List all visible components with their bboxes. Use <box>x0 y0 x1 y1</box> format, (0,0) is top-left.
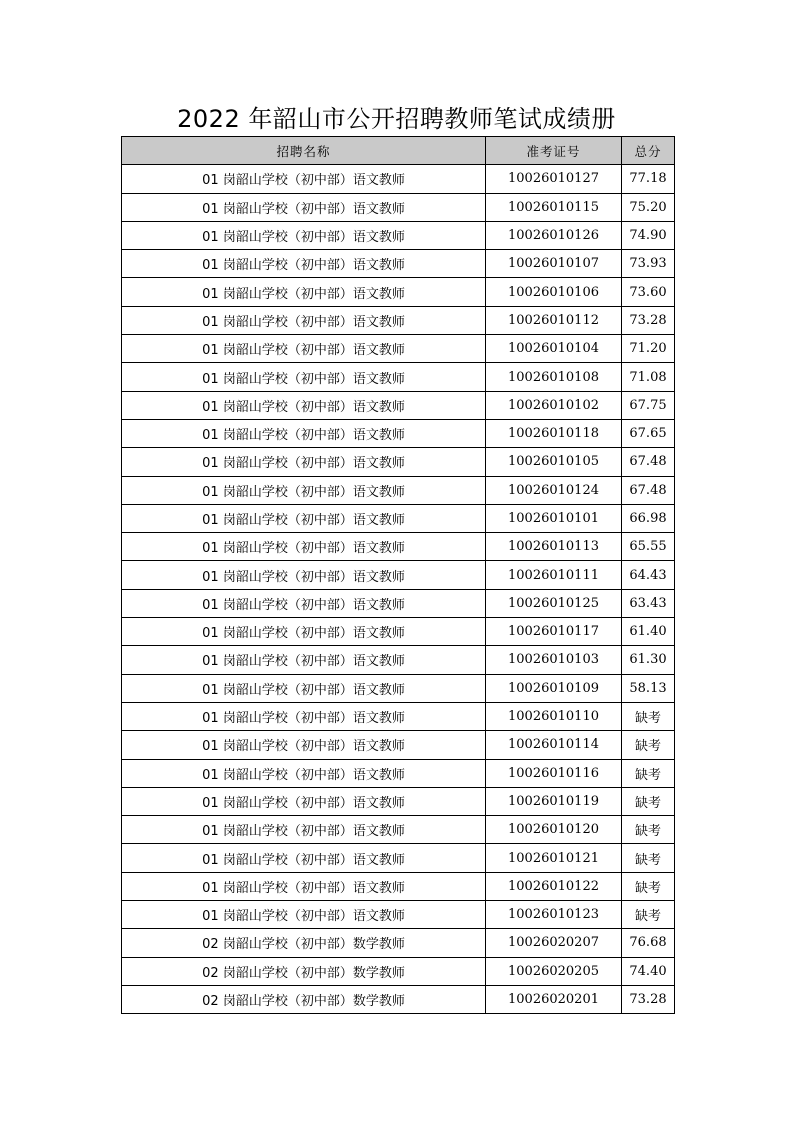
table-row <box>122 589 675 617</box>
position-cell: 01 岗韶山学校（初中部）语文教师 <box>122 250 486 278</box>
score-cell: 73.28 <box>622 985 675 1013</box>
position-cell: 01 岗韶山学校（初中部）语文教师 <box>122 221 486 249</box>
table-row <box>122 561 675 589</box>
score-cell: 76.68 <box>622 929 675 957</box>
score-cell: 67.75 <box>622 391 675 419</box>
position-cell: 01 岗韶山学校（初中部）语文教师 <box>122 759 486 787</box>
table-row <box>122 448 675 476</box>
position-cell: 01 岗韶山学校（初中部）语文教师 <box>122 816 486 844</box>
score-cell: 74.40 <box>622 957 675 985</box>
table-body <box>122 165 675 1014</box>
table-row <box>122 391 675 419</box>
exam-id-cell: 10026010127 <box>486 165 622 193</box>
score-cell: 65.55 <box>622 533 675 561</box>
score-cell: 缺考 <box>622 901 675 929</box>
table-header-row <box>122 137 675 165</box>
score-cell: 67.65 <box>622 419 675 447</box>
header-position: 招聘名称 <box>122 137 486 165</box>
score-cell: 61.30 <box>622 646 675 674</box>
table-row <box>122 702 675 730</box>
exam-id-cell: 10026010113 <box>486 533 622 561</box>
score-cell: 77.18 <box>622 165 675 193</box>
score-table <box>121 136 675 1014</box>
table-row <box>122 335 675 363</box>
position-cell: 01 岗韶山学校（初中部）语文教师 <box>122 872 486 900</box>
score-cell: 63.43 <box>622 589 675 617</box>
score-cell: 75.20 <box>622 193 675 221</box>
exam-id-cell: 10026010115 <box>486 193 622 221</box>
position-cell: 01 岗韶山学校（初中部）语文教师 <box>122 363 486 391</box>
table-row <box>122 250 675 278</box>
position-cell: 01 岗韶山学校（初中部）语文教师 <box>122 504 486 532</box>
score-cell: 73.60 <box>622 278 675 306</box>
exam-id-cell: 10026010120 <box>486 816 622 844</box>
exam-id-cell: 10026010122 <box>486 872 622 900</box>
exam-id-cell: 10026010118 <box>486 419 622 447</box>
exam-id-cell: 10026010106 <box>486 278 622 306</box>
position-cell: 01 岗韶山学校（初中部）语文教师 <box>122 193 486 221</box>
exam-id-cell: 10026010124 <box>486 476 622 504</box>
header-score: 总分 <box>622 137 675 165</box>
table-row <box>122 504 675 532</box>
table-row <box>122 533 675 561</box>
score-cell: 64.43 <box>622 561 675 589</box>
table-row <box>122 872 675 900</box>
table-row <box>122 901 675 929</box>
table-row <box>122 165 675 193</box>
table-row <box>122 674 675 702</box>
exam-id-cell: 10026010107 <box>486 250 622 278</box>
position-cell: 01 岗韶山学校（初中部）语文教师 <box>122 306 486 334</box>
position-cell: 01 岗韶山学校（初中部）语文教师 <box>122 844 486 872</box>
exam-id-cell: 10026010121 <box>486 844 622 872</box>
position-cell: 01 岗韶山学校（初中部）语文教师 <box>122 731 486 759</box>
score-cell: 缺考 <box>622 759 675 787</box>
table-row <box>122 363 675 391</box>
position-cell: 01 岗韶山学校（初中部）语文教师 <box>122 702 486 730</box>
table-row <box>122 221 675 249</box>
exam-id-cell: 10026010123 <box>486 901 622 929</box>
position-cell: 01 岗韶山学校（初中部）语文教师 <box>122 618 486 646</box>
exam-id-cell: 10026010119 <box>486 787 622 815</box>
table-row <box>122 278 675 306</box>
score-cell: 61.40 <box>622 618 675 646</box>
exam-id-cell: 10026010109 <box>486 674 622 702</box>
table-row <box>122 193 675 221</box>
position-cell: 01 岗韶山学校（初中部）语文教师 <box>122 787 486 815</box>
position-cell: 01 岗韶山学校（初中部）语文教师 <box>122 589 486 617</box>
position-cell: 01 岗韶山学校（初中部）语文教师 <box>122 476 486 504</box>
exam-id-cell: 10026010112 <box>486 306 622 334</box>
exam-id-cell: 10026010125 <box>486 589 622 617</box>
score-cell: 66.98 <box>622 504 675 532</box>
position-cell: 01 岗韶山学校（初中部）语文教师 <box>122 533 486 561</box>
header-exam-id: 准考证号 <box>486 137 622 165</box>
position-cell: 01 岗韶山学校（初中部）语文教师 <box>122 391 486 419</box>
score-cell: 73.28 <box>622 306 675 334</box>
exam-id-cell: 10026010108 <box>486 363 622 391</box>
score-cell: 缺考 <box>622 816 675 844</box>
table-row <box>122 731 675 759</box>
table-row <box>122 646 675 674</box>
position-cell: 02 岗韶山学校（初中部）数学教师 <box>122 929 486 957</box>
exam-id-cell: 10026010105 <box>486 448 622 476</box>
position-cell: 01 岗韶山学校（初中部）语文教师 <box>122 901 486 929</box>
position-cell: 01 岗韶山学校（初中部）语文教师 <box>122 561 486 589</box>
exam-id-cell: 10026020207 <box>486 929 622 957</box>
score-cell: 73.93 <box>622 250 675 278</box>
score-cell: 缺考 <box>622 872 675 900</box>
score-cell: 缺考 <box>622 844 675 872</box>
table-row <box>122 787 675 815</box>
score-cell: 71.20 <box>622 335 675 363</box>
score-cell: 67.48 <box>622 476 675 504</box>
table-row <box>122 816 675 844</box>
exam-id-cell: 10026010103 <box>486 646 622 674</box>
score-cell: 缺考 <box>622 731 675 759</box>
exam-id-cell: 10026010104 <box>486 335 622 363</box>
position-cell: 01 岗韶山学校（初中部）语文教师 <box>122 448 486 476</box>
score-cell: 67.48 <box>622 448 675 476</box>
position-cell: 01 岗韶山学校（初中部）语文教师 <box>122 674 486 702</box>
score-cell: 74.90 <box>622 221 675 249</box>
exam-id-cell: 10026010117 <box>486 618 622 646</box>
position-cell: 01 岗韶山学校（初中部）语文教师 <box>122 335 486 363</box>
score-cell: 58.13 <box>622 674 675 702</box>
exam-id-cell: 10026010114 <box>486 731 622 759</box>
exam-id-cell: 10026010126 <box>486 221 622 249</box>
exam-id-cell: 10026010101 <box>486 504 622 532</box>
score-cell: 缺考 <box>622 702 675 730</box>
position-cell: 02 岗韶山学校（初中部）数学教师 <box>122 957 486 985</box>
table-row <box>122 306 675 334</box>
exam-id-cell: 10026010111 <box>486 561 622 589</box>
table-row <box>122 957 675 985</box>
table-row <box>122 759 675 787</box>
table-row <box>122 476 675 504</box>
table-row <box>122 618 675 646</box>
position-cell: 02 岗韶山学校（初中部）数学教师 <box>122 985 486 1013</box>
exam-id-cell: 10026010102 <box>486 391 622 419</box>
page-title: 2022 年韶山市公开招聘教师笔试成绩册 <box>177 105 616 133</box>
position-cell: 01 岗韶山学校（初中部）语文教师 <box>122 419 486 447</box>
exam-id-cell: 10026020201 <box>486 985 622 1013</box>
table-row <box>122 985 675 1013</box>
exam-id-cell: 10026010110 <box>486 702 622 730</box>
table-row <box>122 419 675 447</box>
position-cell: 01 岗韶山学校（初中部）语文教师 <box>122 165 486 193</box>
table-row <box>122 844 675 872</box>
exam-id-cell: 10026020205 <box>486 957 622 985</box>
position-cell: 01 岗韶山学校（初中部）语文教师 <box>122 646 486 674</box>
exam-id-cell: 10026010116 <box>486 759 622 787</box>
position-cell: 01 岗韶山学校（初中部）语文教师 <box>122 278 486 306</box>
score-cell: 缺考 <box>622 787 675 815</box>
score-cell: 71.08 <box>622 363 675 391</box>
table-row <box>122 929 675 957</box>
